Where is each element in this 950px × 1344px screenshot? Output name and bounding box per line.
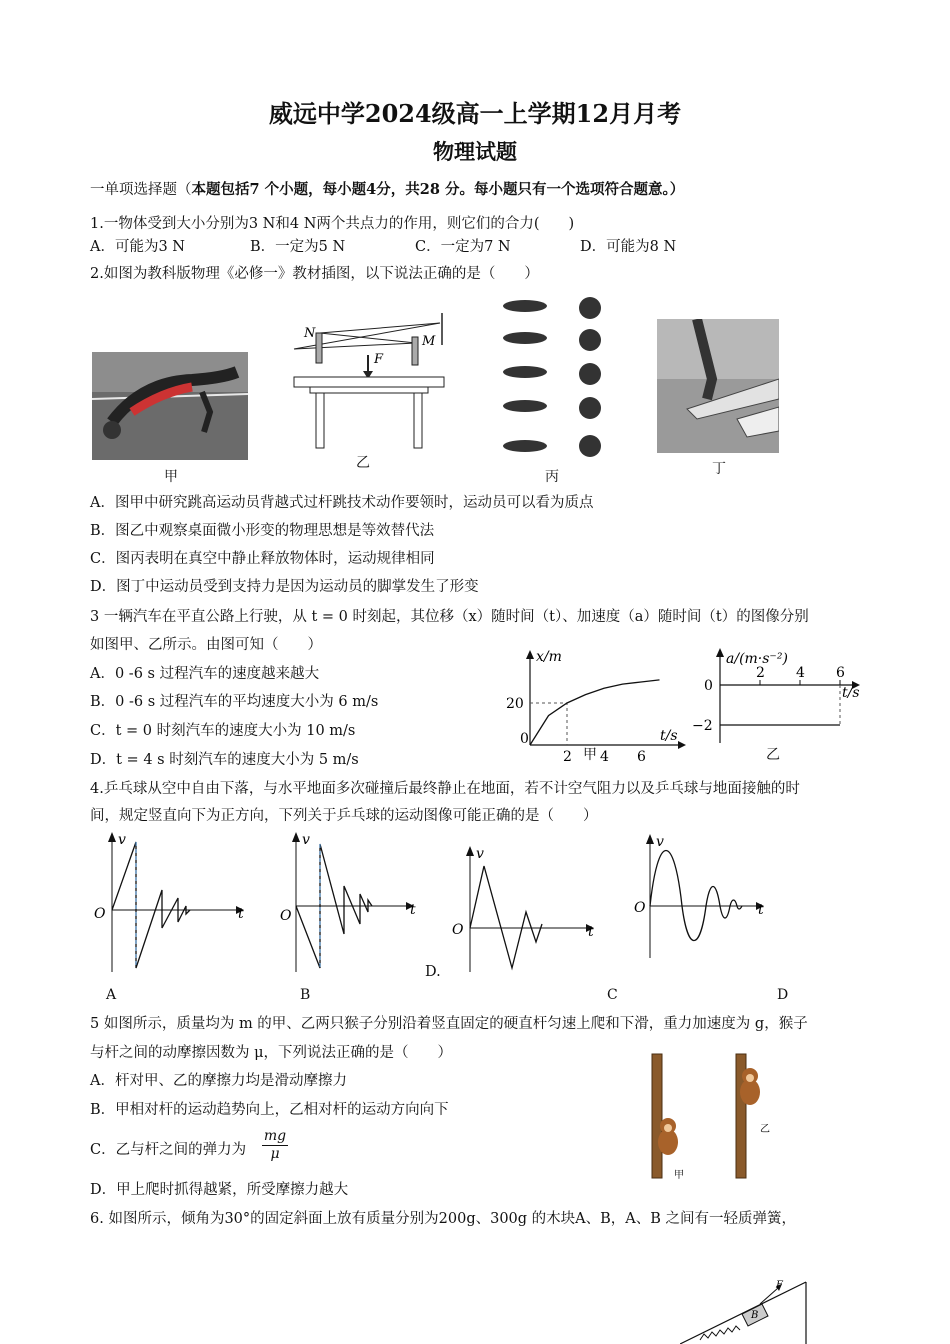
caption-a: A: [106, 987, 117, 1003]
q5-stem-2: 与杆之间的动摩擦因数为 μ，下列说法正确的是（ ）: [90, 1045, 453, 1061]
monkey-pole-figure: [640, 1052, 780, 1180]
caption-b: B: [300, 987, 311, 1003]
graph-option-c: [450, 844, 600, 974]
q1-option-b: B．一定为5 N: [250, 239, 346, 255]
v-label: v: [656, 834, 664, 850]
q5-option-d: D．甲上爬时抓得越紧，所受摩擦力越大: [90, 1182, 349, 1198]
t-label: t: [410, 902, 416, 918]
option-d-prefix: D.: [425, 964, 441, 980]
graph-option-b: [278, 830, 428, 978]
caption-chart-jia: 甲: [583, 747, 597, 763]
q2-option-b: B．图乙中观察桌面微小形变的物理思想是等效替代法: [90, 523, 435, 539]
t-label: t: [588, 924, 594, 940]
label-m: M: [422, 334, 436, 349]
o-label: O: [94, 906, 106, 922]
feather-apple-figure: [500, 292, 612, 462]
q3-stem-2: 如图甲、乙所示。由图可知（ ）: [90, 637, 322, 653]
caption-chart-yi: 乙: [766, 747, 780, 763]
graph-option-d: [630, 832, 780, 962]
q1-option-d: D．可能为8 N: [580, 239, 677, 255]
o-label: O: [452, 922, 464, 938]
y-label: a/(m·s⁻²): [726, 651, 788, 667]
q2-option-d: D．图丁中运动员受到支持力是因为运动员的脚掌发生了形变: [90, 579, 479, 595]
a-t-chart: [690, 645, 870, 765]
q3-option-d: D．t = 4 s 时刻汽车的速度大小为 5 m/s: [90, 752, 359, 768]
q1-stem: 1.一物体受到大小分别为3 N和4 N两个共点力的作用，则它们的合力( ): [90, 216, 575, 232]
caption-c: C: [607, 987, 618, 1003]
x-tick-label: 6: [836, 665, 845, 681]
q5-stem-1: 5 如图所示，质量均为 m 的甲、乙两只猴子分别沿着竖直固定的硬直杆匀速上爬和下滑，重力加速度为 g，猴子: [90, 1016, 808, 1032]
x-tick-label: 4: [600, 749, 609, 765]
label-yi: 乙: [760, 1124, 770, 1135]
x-label: t/s: [660, 728, 678, 744]
label-n: N: [304, 326, 316, 341]
caption-bing: 丙: [545, 469, 559, 485]
exam-title: 威远中学2024级高一上学期12月月考: [268, 99, 682, 128]
elastic-force-fraction: mg μ: [263, 1128, 287, 1162]
q2-stem: 2.如图为教科版物理《必修一》教材插图，以下说法正确的是（ ）: [90, 266, 539, 282]
v-label: v: [476, 846, 484, 862]
diving-board-photo: [657, 319, 779, 453]
q1-option-a: A．可能为3 N: [90, 239, 185, 255]
q5-option-a: A．杆对甲、乙的摩擦力均是滑动摩擦力: [90, 1073, 347, 1089]
q6-stem: 6. 如图所示，倾角为30°的固定斜面上放有质量分别为200g、300g 的木块A、B，A、B 之间有一轻质弹簧，: [90, 1211, 797, 1227]
high-jump-photo: [92, 352, 248, 460]
caption-jia: 甲: [164, 469, 178, 485]
y-tick-label: 0: [704, 678, 713, 694]
incline-figure: [680, 1276, 810, 1344]
q3-stem-1: 3 一辆汽车在平直公路上行驶，从 t = 0 时刻起，其位移（x）随时间（t）、加速度（a）随时间（t）的图像分别: [90, 609, 809, 625]
graph-option-a: [90, 830, 260, 978]
q5-option-c: C．乙与杆之间的弹力为: [90, 1142, 247, 1158]
caption-ding: 丁: [712, 461, 726, 477]
caption-d: D: [777, 987, 789, 1003]
q2-option-c: C．图丙表明在真空中静止释放物体时，运动规律相同: [90, 551, 435, 567]
q3-option-a: A．0 -6 s 过程汽车的速度越来越大: [90, 666, 320, 682]
caption-yi: 乙: [356, 455, 370, 471]
section-heading: 一单项选择题（本题包括7 个小题，每小题4分，共28 分。每小题只有一个选项符合题意。）: [90, 181, 685, 198]
subject-title: 物理试题: [433, 139, 517, 164]
x-tick-label: 2: [563, 749, 572, 765]
x-tick-label: 4: [796, 665, 805, 681]
y-tick-label: 20: [506, 696, 524, 712]
label-f: F: [374, 352, 384, 367]
q1-option-c: C．一定为7 N: [415, 239, 511, 255]
label-jia: 甲: [674, 1170, 684, 1180]
x-tick-label: 6: [637, 749, 646, 765]
q2-option-a: A．图甲中研究跳高运动员背越式过杆跳技术动作要领时，运动员可以看为质点: [90, 495, 594, 511]
q3-option-c: C．t = 0 时刻汽车的速度大小为 10 m/s: [90, 723, 356, 739]
label-f: F: [776, 1280, 783, 1291]
q3-option-b: B．0 -6 s 过程汽车的平均速度大小为 6 m/s: [90, 694, 379, 710]
o-label: O: [634, 900, 646, 916]
o-label: O: [280, 908, 292, 924]
y-label: x/m: [536, 649, 562, 665]
q5-option-b: B．甲相对杆的运动趋势向上，乙相对杆的运动方向向下: [90, 1102, 449, 1118]
table-mirror-figure: [290, 305, 460, 450]
q4-stem-2: 间，规定竖直向下为正方向，下列关于乒乓球的运动图像可能正确的是（ ）: [90, 808, 598, 824]
y-tick-label: −2: [692, 718, 713, 734]
v-label: v: [118, 832, 126, 848]
t-label: t: [758, 902, 764, 918]
x-label: t/s: [842, 685, 860, 701]
x-t-curve: [530, 680, 660, 745]
x-tick-label: 0: [520, 731, 529, 747]
t-label: t: [238, 906, 244, 922]
v-label: v: [302, 832, 310, 848]
guide-dash: [530, 703, 567, 745]
q4-stem-1: 4.乒乓球从空中自由下落，与水平地面多次碰撞后最终静止在地面，若不计空气阻力以及乒乓球与地面接触的时: [90, 781, 800, 797]
x-tick-label: 2: [756, 665, 765, 681]
label-b: B: [751, 1310, 759, 1321]
